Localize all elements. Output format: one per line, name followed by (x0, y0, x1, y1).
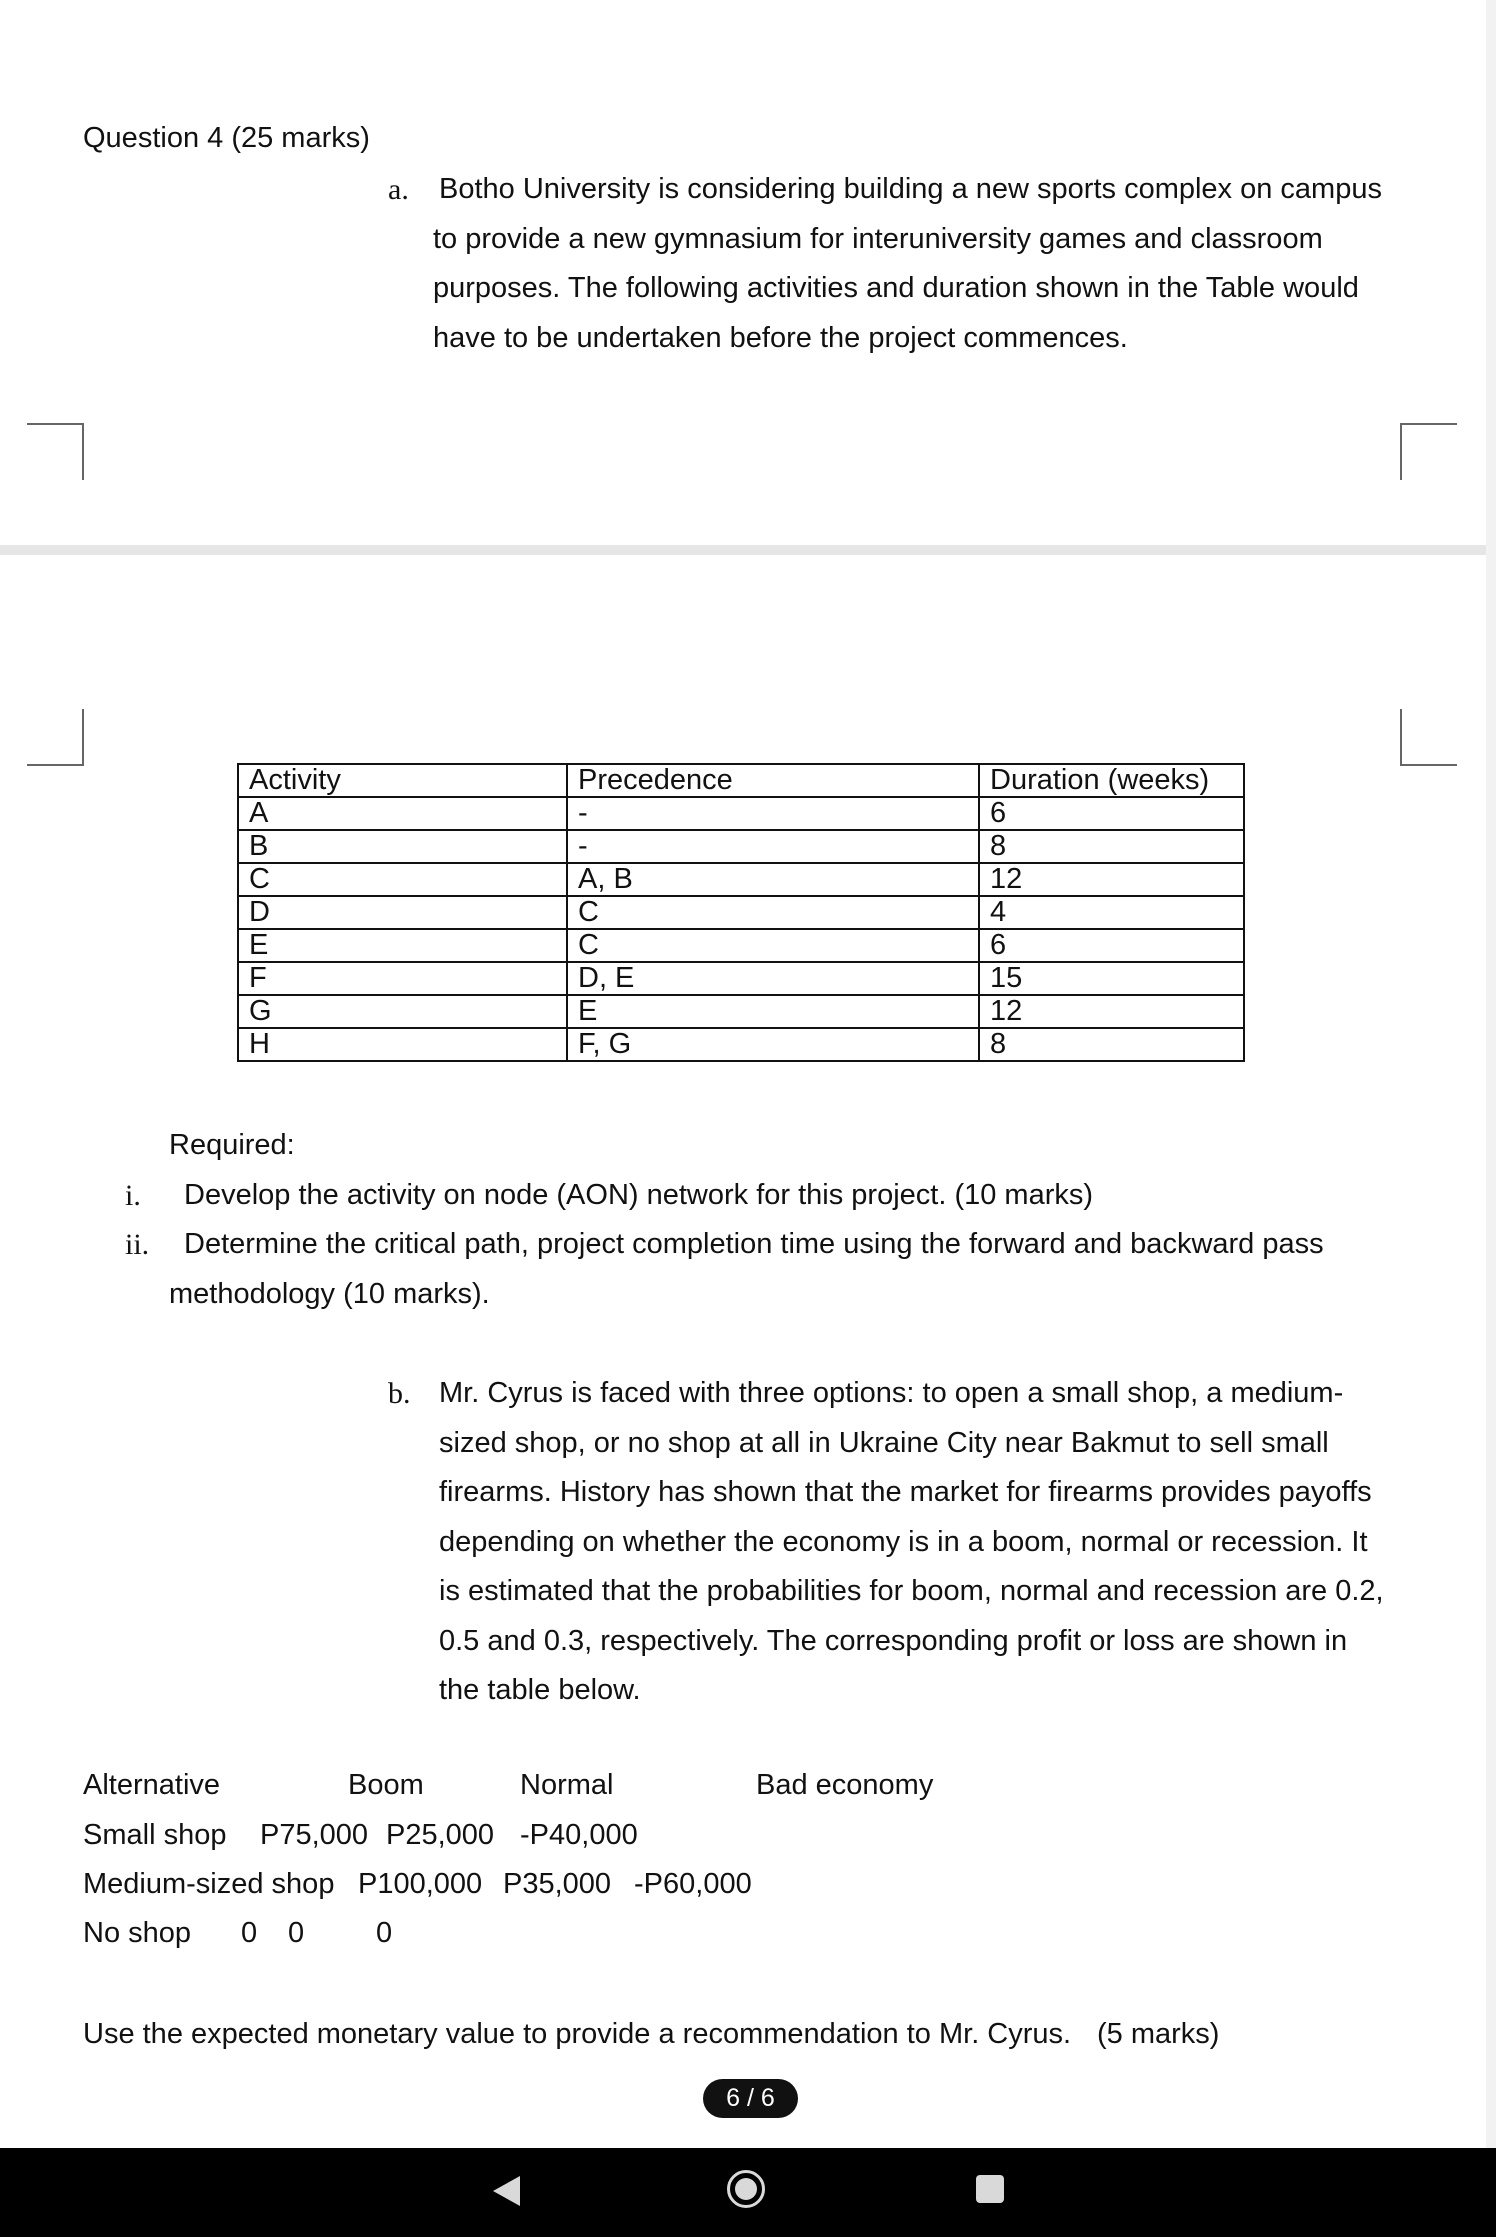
part-b-text (439, 1369, 1439, 1716)
required-heading: Required: (169, 1129, 295, 1161)
home-icon-inner (735, 2178, 757, 2200)
part-b-line: firearms. History has shown that the market for firearms provides payoffs (439, 1476, 1372, 1508)
header-precedence: Precedence (567, 764, 979, 797)
activity-cell: C (238, 863, 567, 896)
activity-cell: H (238, 1028, 567, 1061)
duration-cell: 12 (979, 863, 1244, 896)
precedence-cell: D, E (567, 962, 979, 995)
part-b-line: is estimated that the probabilities for boom, normal and recession are 0.2, (439, 1575, 1384, 1607)
table-row (238, 995, 1244, 1028)
part-b-line: Mr. Cyrus is faced with three options: to open a small shop, a medium- (439, 1377, 1344, 1409)
activity-table (237, 763, 1245, 1062)
table-row (238, 797, 1244, 830)
precedence-cell: - (567, 797, 979, 830)
crop-mark-bottom-right (1400, 709, 1457, 766)
part-b-label: b. (388, 1377, 411, 1410)
payoff-cell: -P40,000 (520, 1819, 638, 1851)
part-a-line: Botho University is considering building a new sports complex on campus (439, 173, 1382, 205)
activity-cell: D (238, 896, 567, 929)
part-b-line: 0.5 and 0.3, respectively. The corresponding profit or loss are shown in (439, 1624, 1348, 1657)
page-separator (0, 545, 1496, 555)
payoff-cell: 0 (288, 1917, 305, 1949)
activity-cell: B (238, 830, 567, 863)
payoff-header: Alternative (83, 1769, 221, 1801)
final-instruction: Use the expected monetary value to provide a recommendation to Mr. Cyrus. (83, 2018, 1072, 2050)
required-item-text: Determine the critical path, project completion time using the forward and backward pass (184, 1228, 1324, 1260)
part-b-line: depending on whether the economy is in a boom, normal or recession. It (439, 1525, 1368, 1558)
payoff-cell: P25,000 (386, 1819, 495, 1851)
part-b-line: the table below. (439, 1674, 641, 1706)
precedence-cell: A, B (567, 863, 979, 896)
back-icon[interactable] (493, 2176, 520, 2206)
payoff-cell: P35,000 (503, 1868, 612, 1900)
header-activity: Activity (238, 764, 567, 797)
duration-cell: 8 (979, 830, 1244, 863)
payoff-cell: P100,000 (358, 1868, 483, 1900)
activity-cell: F (238, 962, 567, 995)
payoff-header: Boom (348, 1769, 424, 1801)
payoff-cell: Small shop (83, 1819, 227, 1851)
part-b-line: sized shop, or no shop at all in Ukraine City near Bakmut to sell small (439, 1426, 1329, 1459)
table-row (238, 929, 1244, 962)
crop-mark-top-left (27, 423, 84, 480)
table-header-row (238, 764, 1244, 797)
required-item-continuation: methodology (10 marks). (169, 1278, 490, 1310)
precedence-cell: C (567, 929, 979, 962)
part-a-text (433, 165, 1433, 363)
required-item-text: Develop the activity on node (AON) network for this project. (10 marks) (184, 1179, 1094, 1211)
table-row (238, 962, 1244, 995)
precedence-cell: F, G (567, 1028, 979, 1061)
part-a-label: a. (388, 173, 409, 206)
payoff-cell: -P60,000 (634, 1868, 752, 1900)
duration-cell: 15 (979, 962, 1244, 995)
payoff-cell: 0 (376, 1917, 393, 1949)
page-edge (1486, 0, 1496, 2148)
crop-mark-bottom-left (27, 709, 84, 766)
activity-cell: G (238, 995, 567, 1028)
final-marks: (5 marks) (1097, 2018, 1220, 2050)
page-indicator: 6 / 6 (703, 2079, 798, 2118)
table-row (238, 1028, 1244, 1061)
table-row (238, 830, 1244, 863)
table-row (238, 863, 1244, 896)
table-row (238, 896, 1244, 929)
payoff-cell: 0 (241, 1917, 258, 1949)
precedence-cell: C (567, 896, 979, 929)
payoff-cell: No shop (83, 1917, 192, 1949)
header-duration: Duration (weeks) (979, 764, 1244, 797)
payoff-cell: Medium-sized shop (83, 1868, 335, 1900)
payoff-header: Bad economy (756, 1769, 934, 1801)
part-a-line: purposes. The following activities and duration shown in the Table would (433, 272, 1359, 304)
duration-cell: 6 (979, 929, 1244, 962)
payoff-header: Normal (520, 1769, 614, 1801)
crop-mark-top-right (1400, 423, 1457, 480)
question-heading: Question 4 (25 marks) (83, 122, 370, 154)
activity-cell: E (238, 929, 567, 962)
part-a-line: have to be undertaken before the project commences. (433, 321, 1128, 354)
recent-apps-icon[interactable] (976, 2175, 1004, 2203)
duration-cell: 12 (979, 995, 1244, 1028)
precedence-cell: - (567, 830, 979, 863)
required-item-number: i. (125, 1179, 141, 1212)
precedence-cell: E (567, 995, 979, 1028)
duration-cell: 6 (979, 797, 1244, 830)
duration-cell: 4 (979, 896, 1244, 929)
activity-cell: A (238, 797, 567, 830)
part-a-line: to provide a new gymnasium for interuniversity games and classroom (433, 222, 1323, 255)
payoff-cell: P75,000 (260, 1819, 369, 1851)
duration-cell: 8 (979, 1028, 1244, 1061)
required-item-number: ii. (125, 1228, 150, 1261)
